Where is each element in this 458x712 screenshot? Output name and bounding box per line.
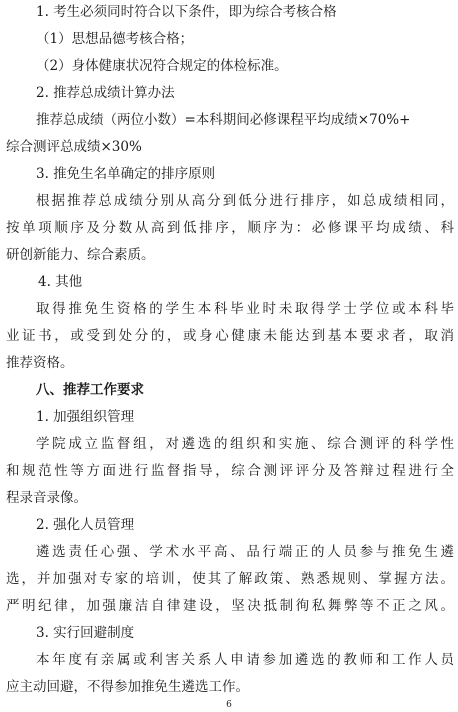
text-line: 4. 其他	[38, 274, 83, 290]
text-line: 根据推荐总成绩分别从高分到低分进行排序，如总成绩相同，	[36, 193, 454, 209]
text-line: 研创新能力、综合素质。	[6, 247, 155, 263]
text-line: 本年度有亲属或利害关系人申请参加遴选的教师和工作人员	[36, 652, 454, 668]
text-line: 2. 推荐总成绩计算办法	[36, 85, 175, 101]
section-heading: 八、推荐工作要求	[36, 382, 144, 398]
text-line: 应主动回避，不得参加推免生遴选工作。	[6, 679, 249, 695]
text-line: 和规范性等方面进行监督指导，综合测评评分及答辩过程进行全	[6, 463, 454, 479]
text-line: 按单项顺序及分数从高到低排序，顺序为：必修课平均成绩、科	[6, 220, 454, 236]
text-line: 综合测评总成绩×30%	[6, 139, 142, 155]
text-line: （1）思想品德考核合格；	[36, 31, 194, 47]
text-line: 1. 考生必须同时符合以下条件，即为综合考核合格	[36, 4, 337, 20]
text-line: 推荐总成绩（两位小数）=本科期间必修课程平均成绩×70%+	[36, 112, 411, 128]
text-line: 1. 加强组织管理	[36, 409, 135, 425]
text-line: （2）身体健康状况符合规定的体检标准。	[36, 58, 288, 74]
text-line: 业证书，或受到处分的，或身心健康未能达到基本要求者，取消	[6, 328, 454, 344]
text-line: 取得推免生资格的学生本科毕业时未取得学士学位或本科毕	[36, 301, 454, 317]
text-line: 严明纪律，加强廉洁自律建设，坚决抵制徇私舞弊等不正之风。	[6, 598, 454, 614]
text-line: 3. 实行回避制度	[36, 625, 135, 641]
page-number: 6	[226, 700, 232, 710]
text-line: 遴选责任心强、学术水平高、品行端正的人员参与推免生遴	[36, 544, 454, 560]
text-line: 程录音录像。	[6, 490, 87, 506]
text-line: 学院成立监督组，对遴选的组织和实施、综合测评的科学性	[36, 436, 454, 452]
text-line: 3. 推免生名单确定的排序原则	[36, 166, 216, 182]
text-line: 选，并加强对专家的培训，使其了解政策、熟悉规则、掌握方法。	[6, 571, 454, 587]
text-line: 2. 强化人员管理	[36, 517, 135, 533]
text-line: 推荐资格。	[6, 355, 74, 371]
